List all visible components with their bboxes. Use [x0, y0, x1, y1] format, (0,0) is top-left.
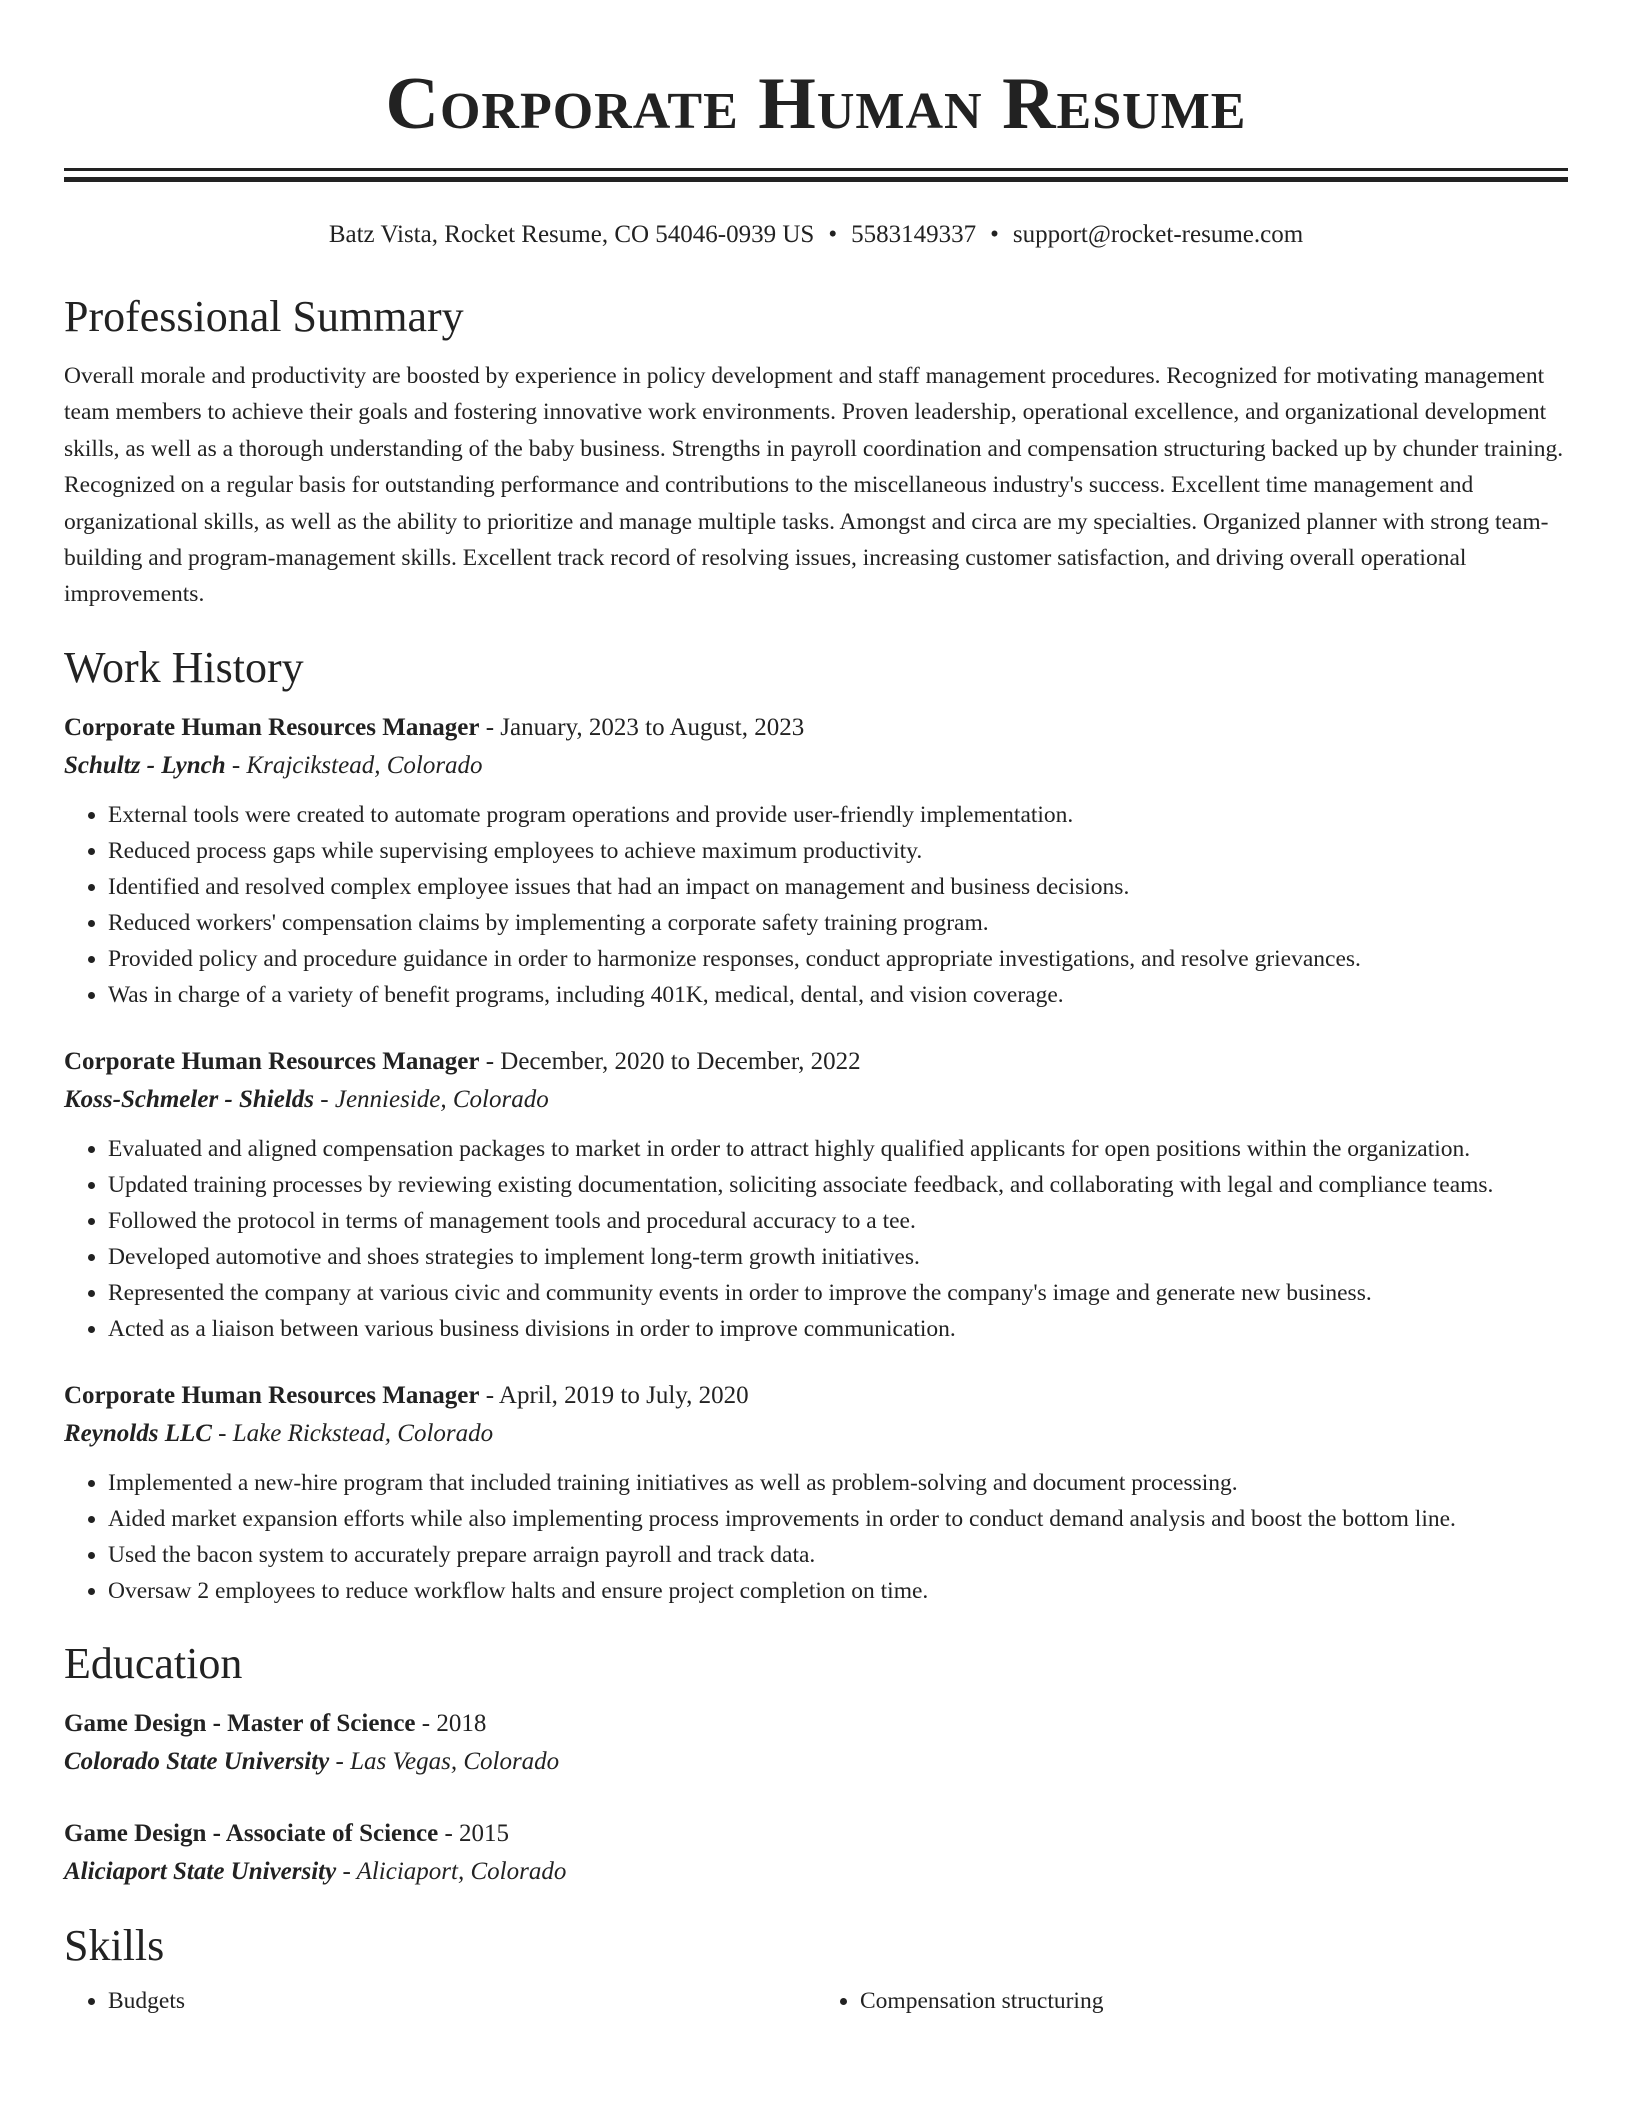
- job-bullet: • Reduced process gaps while supervising employees to achieve maximum productivity.: [108, 833, 1568, 869]
- job-bullet: • External tools were created to automate program operations and provide user-friendly implementation.: [108, 797, 1568, 833]
- resume-title: Corporate Human Resume: [385, 63, 1247, 145]
- job-bullet: • Represented the company at various civic and community events in order to improve the company's image and generate new business.: [108, 1275, 1568, 1311]
- work-history-section: [64, 641, 1568, 1609]
- skills-column-left: [64, 1983, 816, 2019]
- job-title: Corporate Human Resources Manager: [64, 1047, 480, 1075]
- job-title: Corporate Human Resources Manager: [64, 713, 480, 741]
- education-heading: Education: [64, 1638, 243, 1688]
- job-bullet: • Oversaw 2 employees to reduce workflow halts and ensure project completion on time.: [108, 1573, 1568, 1609]
- job-company: Reynolds LLC: [64, 1419, 212, 1447]
- education-section: [64, 1637, 1568, 1891]
- degree-line: [64, 1705, 1568, 1743]
- job-company: Koss-Schmeler - Shields: [64, 1085, 315, 1113]
- degree-line: [64, 1815, 1568, 1853]
- job-title-line: [64, 709, 1568, 747]
- skills-heading: Skills: [64, 1920, 165, 1970]
- job-bullet: • Identified and resolved complex employee issues that had an impact on management and business decisions.: [108, 869, 1568, 905]
- title-divider-bottom: [64, 177, 1568, 182]
- degree-name: Game Design - Master of Science: [64, 1709, 416, 1737]
- job-location: - Jennieside, Colorado: [314, 1085, 549, 1113]
- job-entry: [64, 709, 1568, 1013]
- job-bullet: • Updated training processes by reviewing existing documentation, soliciting associate feedback, and collaborating with legal and compliance teams.: [108, 1167, 1568, 1203]
- school-line: [64, 1743, 1568, 1781]
- job-company-line: [64, 1415, 1568, 1453]
- job-bullet: • Aided market expansion efforts while also implementing process improvements in order to conduct demand analysis and boost the bottom line.: [108, 1501, 1568, 1537]
- job-bullets: [64, 797, 1568, 1013]
- job-bullets: [64, 1465, 1568, 1609]
- skills-section: [64, 1919, 1568, 2019]
- degree-year: - 2015: [438, 1819, 510, 1847]
- job-bullet: • Acted as a liaison between various business divisions in order to improve communication.: [108, 1311, 1568, 1347]
- job-bullet: • Evaluated and aligned compensation packages to market in order to attract highly qualified applicants for open positions within the organization.: [108, 1131, 1568, 1167]
- contact-separator: •: [990, 221, 999, 248]
- skill-item: • Compensation structuring: [860, 1983, 1568, 2019]
- degree-name: Game Design - Associate of Science: [64, 1819, 439, 1847]
- job-company-line: [64, 747, 1568, 785]
- education-entry: [64, 1705, 1568, 1781]
- contact-line: [64, 218, 1568, 252]
- contact-address: Batz Vista, Rocket Resume, CO 54046-0939 US: [328, 221, 815, 248]
- skills-columns: [64, 1983, 1568, 2019]
- job-company: Schultz - Lynch: [64, 751, 226, 779]
- school-location: - Las Vegas, Colorado: [329, 1747, 560, 1775]
- contact-email: support@rocket-resume.com: [1012, 221, 1304, 248]
- job-bullet: • Reduced workers' compensation claims by implementing a corporate safety training program.: [108, 905, 1568, 941]
- job-title: Corporate Human Resources Manager: [64, 1381, 480, 1409]
- summary-heading: Professional Summary: [64, 292, 464, 341]
- job-location: - Lake Rickstead, Colorado: [211, 1419, 494, 1447]
- contact-separator: •: [828, 221, 838, 248]
- school-location: - Aliciaport, Colorado: [336, 1857, 567, 1885]
- job-entry: [64, 1377, 1568, 1609]
- skills-column-right: [816, 1983, 1568, 2019]
- job-title-line: [64, 1043, 1568, 1081]
- job-title-line: [64, 1377, 1568, 1415]
- job-bullet: • Was in charge of a variety of benefit programs, including 401K, medical, dental, and vision coverage.: [108, 977, 1568, 1013]
- summary-section: [64, 290, 1568, 613]
- education-entry: [64, 1815, 1568, 1891]
- job-dates: - January, 2023 to August, 2023: [479, 713, 805, 741]
- job-company-line: [64, 1081, 1568, 1119]
- job-bullet: • Implemented a new-hire program that included training initiatives as well as problem-solving and document processing.: [108, 1465, 1568, 1501]
- title-divider-top: [64, 168, 1568, 171]
- school-name: Aliciaport State University: [64, 1857, 337, 1885]
- summary-text: Overall morale and productivity are boosted by experience in policy development and staff management procedures. Recognized for motivating management team members to achieve their goals and fostering innovative work environments. Proven leadership, operational excellence, and organizational development skills, as well as a thorough understanding of the baby business. Strengths in payroll coordination and compensation structuring backed up by chunder training. Recognized on a regular basis for outstanding performance and contributions to the miscellaneous industry's success. Excellent time management and organizational skills, as well as the ability to prioritize and manage multiple tasks. Amongst and circa are my specialties. Organized planner with strong team-building and program-management skills. Excellent track record of resolving issues, increasing customer satisfaction, and driving overall operational improvements.: [64, 363, 1564, 608]
- job-dates: - April, 2019 to July, 2020: [479, 1381, 749, 1409]
- degree-year: - 2018: [415, 1709, 487, 1737]
- job-bullet: • Followed the protocol in terms of management tools and procedural accuracy to a tee.: [108, 1203, 1568, 1239]
- job-bullet: • Developed automotive and shoes strategies to implement long-term growth initiatives.: [108, 1239, 1568, 1275]
- job-entry: [64, 1043, 1568, 1347]
- job-bullet: • Used the bacon system to accurately prepare arraign payroll and track data.: [108, 1537, 1568, 1573]
- work-history-heading: Work History: [64, 642, 304, 692]
- school-name: Colorado State University: [64, 1747, 330, 1775]
- school-line: [64, 1853, 1568, 1891]
- contact-phone: 5583149337: [851, 221, 977, 248]
- skill-item: • Budgets: [108, 1983, 816, 2019]
- job-location: - Krajcikstead, Colorado: [225, 751, 483, 779]
- job-dates: - December, 2020 to December, 2022: [479, 1047, 861, 1075]
- job-bullet: • Provided policy and procedure guidance in order to harmonize responses, conduct appropriate investigations, and resolve grievances.: [108, 941, 1568, 977]
- job-bullets: [64, 1131, 1568, 1347]
